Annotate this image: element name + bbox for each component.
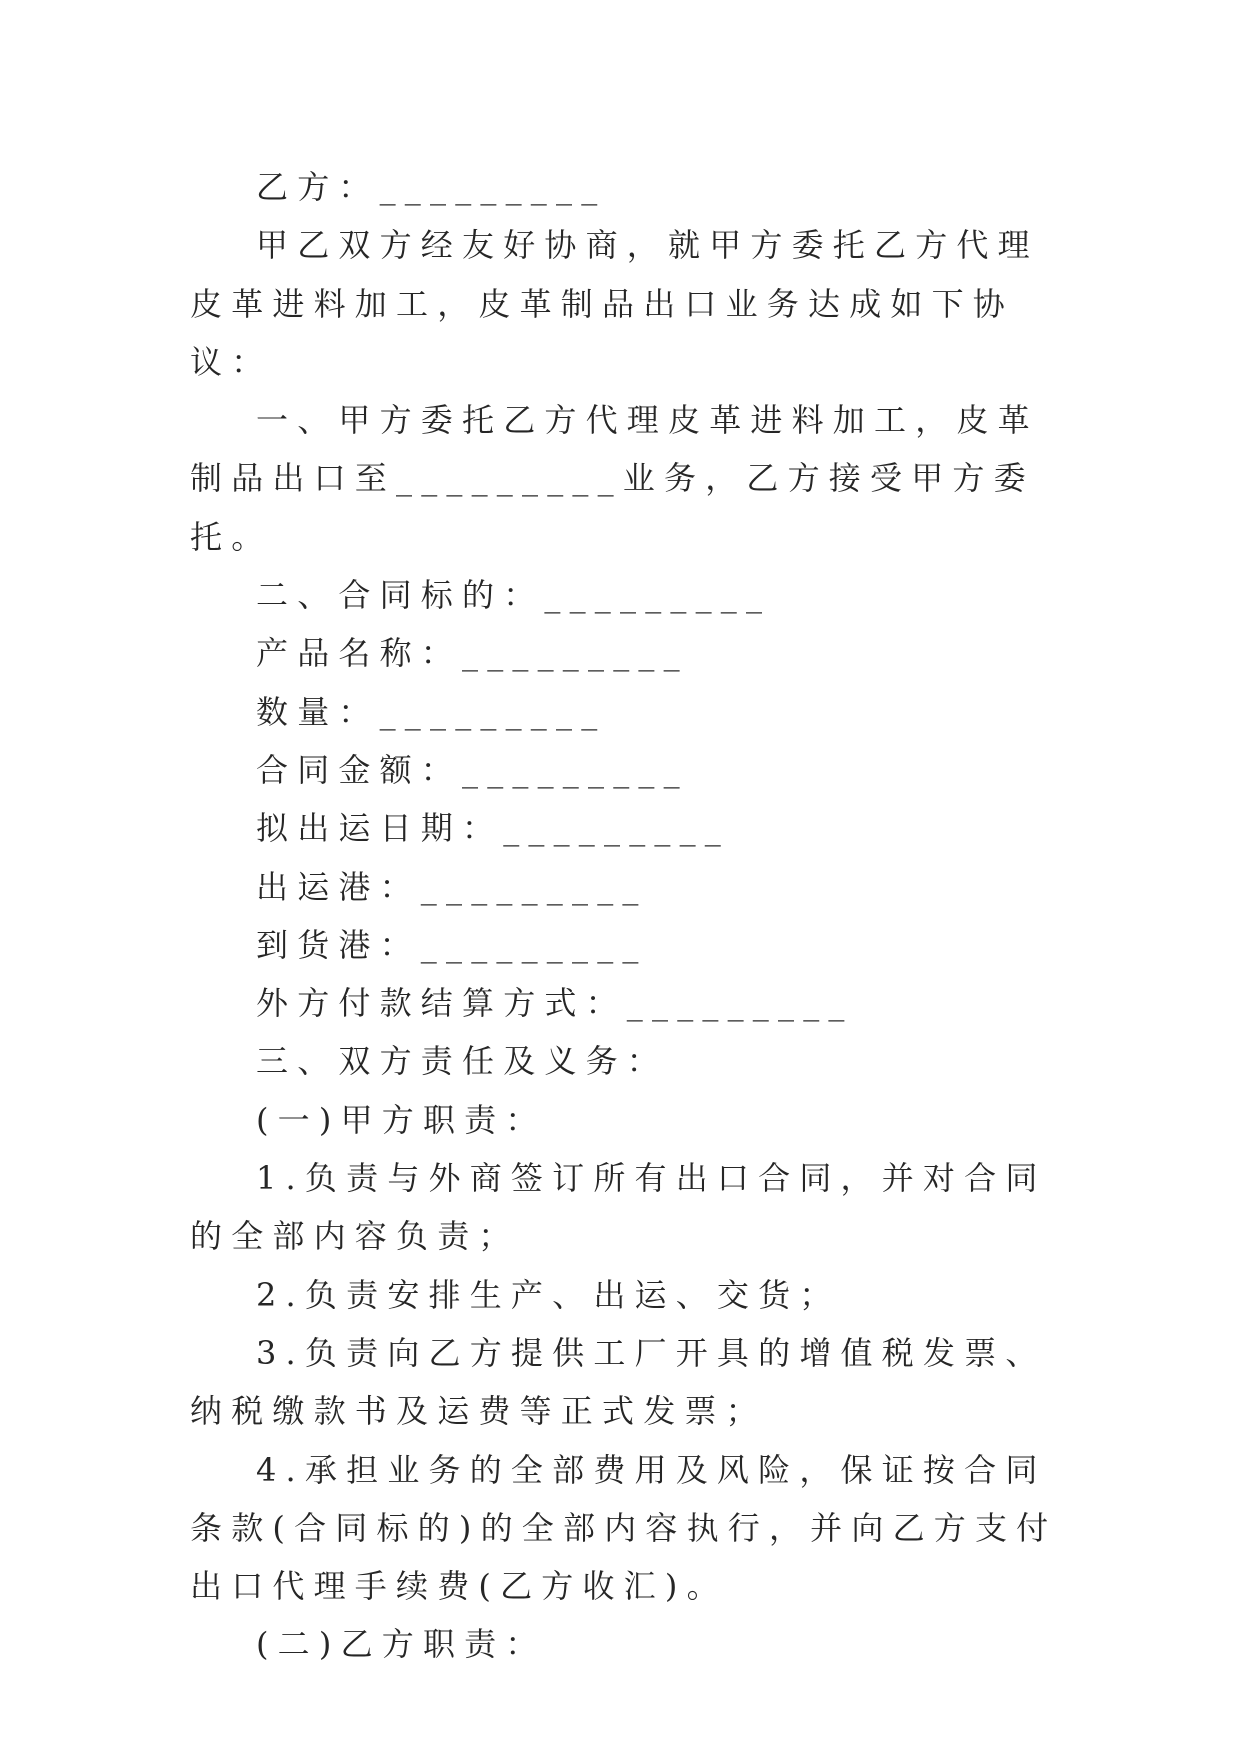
clause-3-heading: 三、双方责任及义务：: [256, 1042, 669, 1081]
preamble-paragraph: 甲乙双方经友好协商，就甲方委托乙方代理皮革进料加工，皮革制品出口业务达成如下协议：: [190, 226, 1039, 381]
party-a-duty-2: 2.负责安排生产、出运、交货；: [256, 1275, 841, 1314]
party-a-duties-heading: (一)甲方职责：: [256, 1100, 547, 1139]
document-body: [190, 158, 1060, 1674]
port-of-loading-line: 出运港：_________: [256, 867, 648, 906]
contract-amount-line: 合同金额：_________: [256, 750, 689, 789]
payment-method-line: 外方付款结算方式：_________: [256, 984, 854, 1023]
clause-2-heading: 二、合同标的：_________: [256, 576, 772, 615]
party-a-duty-1: 1.负责与外商签订所有出口合同，并对合同的全部内容负责；: [190, 1159, 1047, 1256]
product-name-line: 产品名称：_________: [256, 634, 689, 673]
clause-1-paragraph: 一、甲方委托乙方代理皮革进料加工，皮革制品出口至_________业务，乙方接受甲方委托。: [190, 401, 1039, 556]
quantity-line: 数量：_________: [256, 692, 607, 731]
party-a-duty-4: 4.承担业务的全部费用及风险，保证按合同条款(合同标的)的全部内容执行，并向乙方支付出口代理手续费(乙方收汇)。: [190, 1450, 1058, 1606]
party-b-duties-heading: (二)乙方职责：: [256, 1625, 547, 1664]
port-of-destination-line: 到货港：_________: [256, 925, 648, 964]
shipping-date-line: 拟出运日期：_________: [256, 809, 731, 848]
party-b-line: 乙方：_________: [256, 168, 607, 206]
party-a-duty-3: 3.负责向乙方提供工厂开具的增值税发票、纳税缴款书及运费等正式发票；: [190, 1333, 1047, 1431]
